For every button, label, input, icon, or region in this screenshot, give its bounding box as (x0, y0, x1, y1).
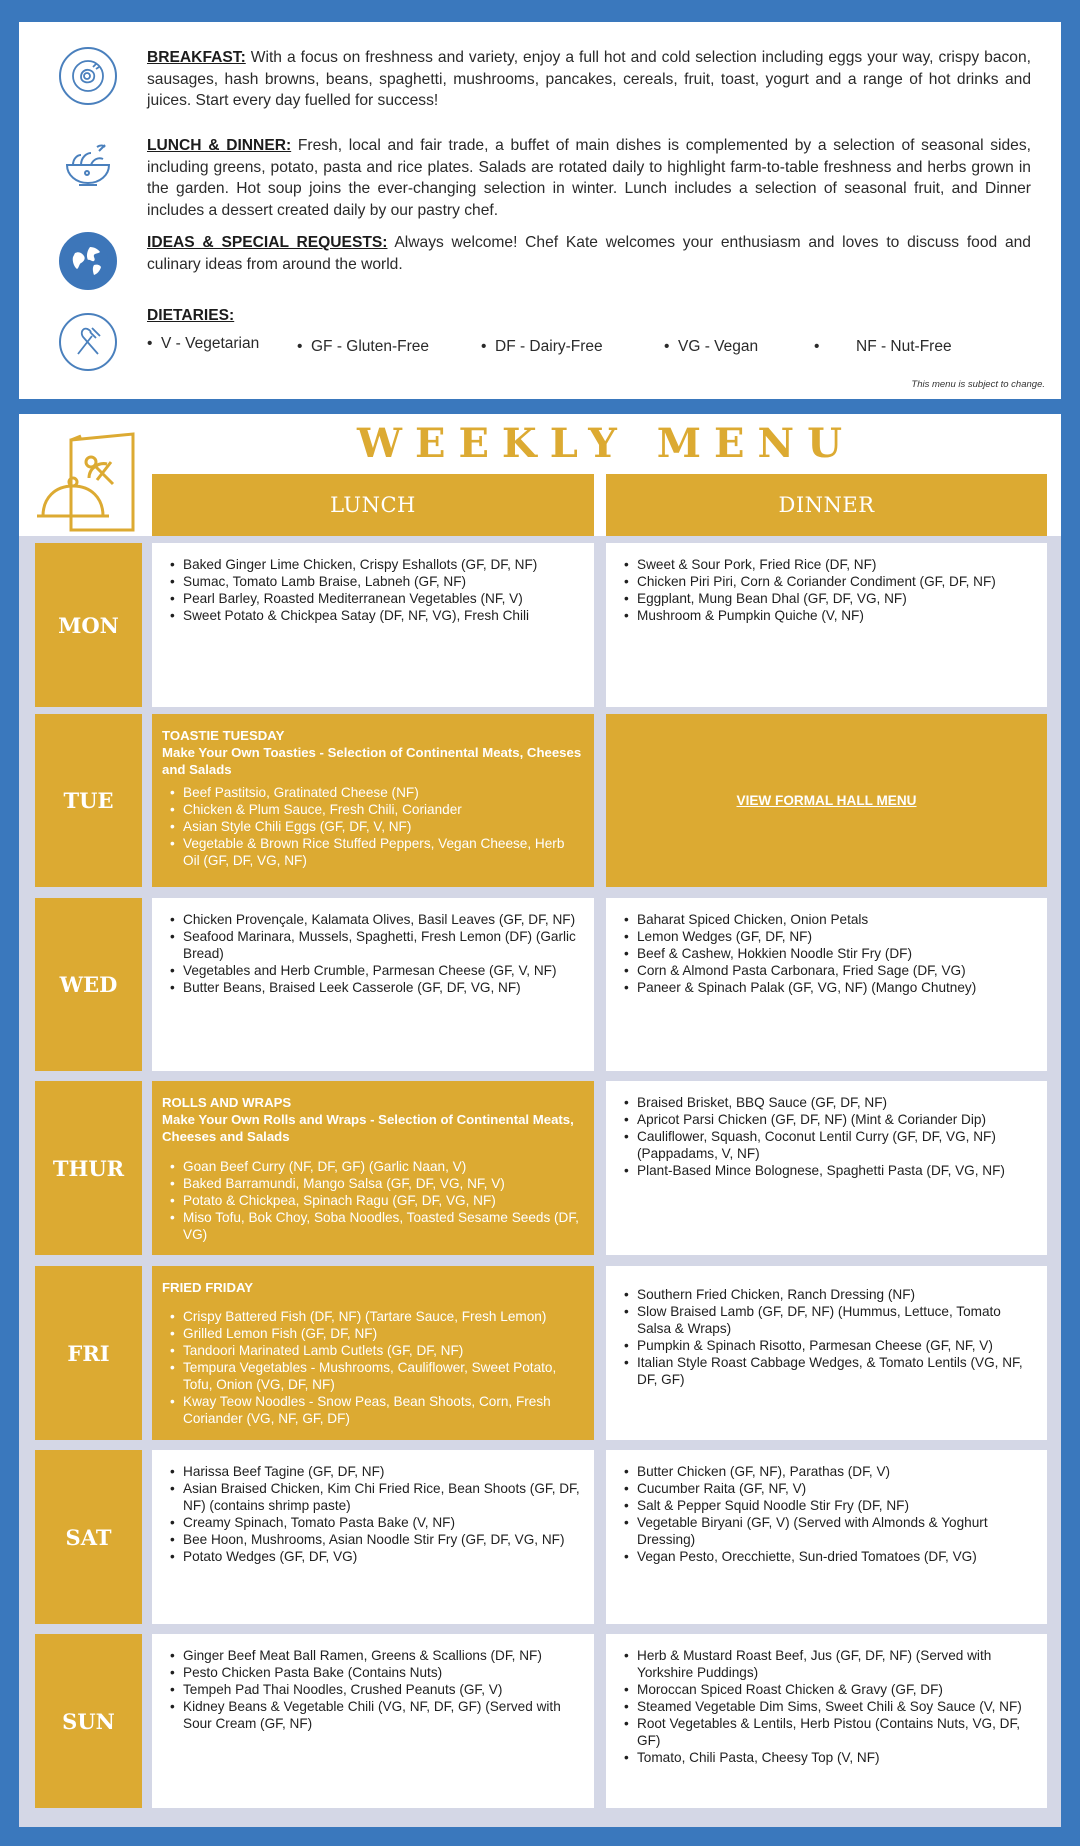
list-item: • Braised Brisket, BBQ Sauce (GF, DF, NF) (616, 1094, 1035, 1111)
lunch-column-header: LUNCH (152, 474, 594, 536)
list-item: • Salt & Pepper Squid Noodle Stir Fry (DF, NF) (616, 1497, 1035, 1514)
list-item: • Chicken & Plum Sauce, Fresh Chili, Coriander (162, 801, 582, 818)
list-item: • Southern Fried Chicken, Ranch Dressing (NF) (616, 1286, 1035, 1303)
list-item: • Tandoori Marinated Lamb Cutlets (GF, DF, NF) (162, 1342, 582, 1359)
list-item: • Sweet & Sour Pork, Fried Rice (DF, NF) (616, 556, 1035, 573)
toastie-tuesday-title: TOASTIE TUESDAY (162, 728, 285, 743)
menu-cloche-icon (31, 432, 143, 534)
rolls-and-wraps-title: ROLLS AND WRAPS (162, 1095, 292, 1110)
day-label-thur: THUR (35, 1081, 142, 1255)
dinner-column-header: DINNER (606, 474, 1047, 536)
cutlery-icon (59, 313, 117, 371)
cell-mon-dinner (606, 543, 1047, 707)
list-item: • Slow Braised Lamb (GF, DF, NF) (Hummus, Lettuce, Tomato Salsa & Wraps) (616, 1303, 1035, 1337)
list-item: • Pumpkin & Spinach Risotto, Parmesan Cheese (GF, NF, V) (616, 1337, 1035, 1354)
list-item: • Kidney Beans & Vegetable Chili (VG, NF, DF, GF) (Served with Sour Cream (GF, NF) (162, 1698, 582, 1732)
list-item: • Sumac, Tomato Lamb Braise, Labneh (GF, NF) (162, 573, 582, 590)
list-item: • Potato Wedges (GF, DF, VG) (162, 1548, 582, 1565)
dietaries-section (59, 307, 1031, 371)
list-item: • Butter Chicken (GF, NF), Parathas (DF, V) (616, 1463, 1035, 1480)
ideas-text: Always welcome! Chef Kate welcomes your enthusiasm and loves to discuss food and culinary ideas from around the world. (147, 234, 1031, 273)
breakfast-section (59, 47, 1031, 112)
cell-sun-lunch (152, 1634, 594, 1808)
cell-thur-dinner (606, 1081, 1047, 1255)
cell-fri-dinner (606, 1266, 1047, 1440)
day-label-tue: TUE (35, 714, 142, 887)
day-label-fri: FRI (35, 1266, 142, 1440)
lunch-dinner-section (59, 135, 1031, 221)
list-item: • Vegan Pesto, Orecchiette, Sun-dried Tomatoes (DF, VG) (616, 1548, 1035, 1565)
breakfast-plate-icon (59, 47, 117, 105)
list-item: • Herb & Mustard Roast Beef, Jus (GF, DF, NF) (Served with Yorkshire Puddings) (616, 1647, 1035, 1681)
globe-icon (59, 232, 117, 290)
list-item: • Asian Braised Chicken, Kim Chi Fried Rice, Bean Shoots (GF, DF, NF) (contains shrimp paste) (162, 1480, 582, 1514)
list-item: • Cucumber Raita (GF, NF, V) (616, 1480, 1035, 1497)
list-item: • Tomato, Chili Pasta, Cheesy Top (V, NF) (616, 1749, 1035, 1766)
list-item: • Eggplant, Mung Bean Dhal (GF, DF, VG, NF) (616, 590, 1035, 607)
weekly-menu-panel (19, 414, 1061, 1827)
lunch-dinner-text: Fresh, local and fair trade, a buffet of main dishes is complemented by a selection of seasonal sides, including greens, potato, pasta and rice plates. Salads are rotated daily to highlight farm-to-table freshness and herbs grown in the garden. Hot soup joins the ever-changing selection in winter. Lunch includes a selection of seasonal fruit, and Dinner includes a dessert created daily by our pastry chef. (147, 137, 1031, 219)
list-item: • Bee Hoon, Mushrooms, Asian Noodle Stir Fry (GF, DF, VG, NF) (162, 1531, 582, 1548)
dietaries-heading: DIETARIES: (147, 307, 235, 324)
list-item: • Ginger Beef Meat Ball Ramen, Greens & Scallions (DF, NF) (162, 1647, 582, 1664)
list-item: • Beef & Cashew, Hokkien Noodle Stir Fry (DF) (616, 945, 1035, 962)
weekly-menu-title: WEEKLY MENU (357, 420, 855, 467)
cell-sat-lunch (152, 1450, 594, 1624)
list-item: • Asian Style Chili Eggs (GF, DF, V, NF) (162, 818, 582, 835)
salad-bowl-icon (59, 135, 117, 193)
breakfast-heading: BREAKFAST: (147, 49, 246, 66)
cell-fri-lunch (152, 1266, 594, 1440)
list-item: • Tempura Vegetables - Mushrooms, Cauliflower, Sweet Potato, Tofu, Onion (VG, DF, NF) (162, 1359, 582, 1393)
diet-item-gluten-free: • GF - Gluten-Free (297, 338, 481, 356)
cell-sat-dinner (606, 1450, 1047, 1624)
day-label-mon: MON (35, 543, 142, 707)
list-item: • Chicken Provençale, Kalamata Olives, Basil Leaves (GF, DF, NF) (162, 911, 582, 928)
cell-thur-lunch (152, 1081, 594, 1255)
day-label-sun: SUN (35, 1634, 142, 1808)
list-item: • Tempeh Pad Thai Noodles, Crushed Peanuts (GF, V) (162, 1681, 582, 1698)
list-item: • Baharat Spiced Chicken, Onion Petals (616, 911, 1035, 928)
ideas-section (59, 232, 1031, 290)
diet-item-nut-free: • NF - Nut-Free (814, 338, 964, 356)
list-item: • Root Vegetables & Lentils, Herb Pistou (Contains Nuts, VG, DF, GF) (616, 1715, 1035, 1749)
toastie-tuesday-subtitle: Make Your Own Toasties - Selection of Continental Meats, Cheeses and Salads (162, 745, 582, 777)
list-item: • Creamy Spinach, Tomato Pasta Bake (V, NF) (162, 1514, 582, 1531)
list-item: • Butter Beans, Braised Leek Casserole (GF, DF, VG, NF) (162, 979, 582, 996)
fried-friday-title: FRIED FRIDAY (162, 1280, 254, 1295)
list-item: • Sweet Potato & Chickpea Satay (DF, NF, VG), Fresh Chili (162, 607, 582, 624)
rolls-and-wraps-subtitle: Make Your Own Rolls and Wraps - Selection of Continental Meats, Cheeses and Salads (162, 1112, 574, 1144)
list-item: • Paneer & Spinach Palak (GF, VG, NF) (Mango Chutney) (616, 979, 1035, 996)
list-item: • Baked Barramundi, Mango Salsa (GF, DF, VG, NF, V) (162, 1175, 582, 1192)
info-panel (19, 22, 1061, 399)
day-label-sat: SAT (35, 1450, 142, 1624)
diet-item-vegan: • VG - Vegan (664, 338, 814, 356)
menu-change-note: This menu is subject to change. (911, 379, 1045, 390)
list-item: • Pesto Chicken Pasta Bake (Contains Nuts) (162, 1664, 582, 1681)
list-item: • Vegetable Biryani (GF, V) (Served with Almonds & Yoghurt Dressing) (616, 1514, 1035, 1548)
cell-tue-lunch (152, 714, 594, 887)
list-item: • Potato & Chickpea, Spinach Ragu (GF, DF, VG, NF) (162, 1192, 582, 1209)
list-item: • Chicken Piri Piri, Corn & Coriander Condiment (GF, DF, NF) (616, 573, 1035, 590)
list-item: • Plant-Based Mince Bolognese, Spaghetti Pasta (DF, VG, NF) (616, 1162, 1035, 1179)
diet-item-vegetarian: • V - Vegetarian (147, 335, 297, 356)
list-item: • Pearl Barley, Roasted Mediterranean Vegetables (NF, V) (162, 590, 582, 607)
lunch-dinner-heading: LUNCH & DINNER: (147, 137, 292, 154)
list-item: • Harissa Beef Tagine (GF, DF, NF) (162, 1463, 582, 1480)
day-label-wed: WED (35, 898, 142, 1071)
formal-hall-menu-link[interactable]: VIEW FORMAL HALL MENU (736, 793, 917, 808)
list-item: • Steamed Vegetable Dim Sims, Sweet Chili & Soy Sauce (V, NF) (616, 1698, 1035, 1715)
list-item: • Beef Pastitsio, Gratinated Cheese (NF) (162, 784, 582, 801)
dietaries-list (147, 335, 1031, 356)
diet-item-dairy-free: • DF - Dairy-Free (481, 338, 664, 356)
list-item: • Goan Beef Curry (NF, DF, GF) (Garlic Naan, V) (162, 1158, 582, 1175)
cell-sun-dinner (606, 1634, 1047, 1808)
cell-wed-dinner (606, 898, 1047, 1071)
list-item: • Miso Tofu, Bok Choy, Soba Noodles, Toasted Sesame Seeds (DF, VG) (162, 1209, 582, 1243)
list-item: • Lemon Wedges (GF, DF, NF) (616, 928, 1035, 945)
list-item: • Italian Style Roast Cabbage Wedges, & Tomato Lentils (VG, NF, DF, GF) (616, 1354, 1035, 1388)
breakfast-text: With a focus on freshness and variety, enjoy a full hot and cold selection including eggs your way, crispy bacon, sausages, hash browns, beans, spaghetti, mushrooms, pancakes, cereals, fruit, toast, yogurt and a range of hot drinks and juices. Start every day fuelled for success! (147, 49, 1031, 109)
list-item: • Apricot Parsi Chicken (GF, DF, NF) (Mint & Coriander Dip) (616, 1111, 1035, 1128)
list-item: • Vegetables and Herb Crumble, Parmesan Cheese (GF, V, NF) (162, 962, 582, 979)
list-item: • Vegetable & Brown Rice Stuffed Peppers, Vegan Cheese, Herb Oil (GF, DF, VG, NF) (162, 835, 582, 869)
cell-mon-lunch (152, 543, 594, 707)
cell-tue-dinner (606, 714, 1047, 887)
list-item: • Grilled Lemon Fish (GF, DF, NF) (162, 1325, 582, 1342)
list-item: • Crispy Battered Fish (DF, NF) (Tartare Sauce, Fresh Lemon) (162, 1308, 582, 1325)
list-item: • Baked Ginger Lime Chicken, Crispy Eshallots (GF, DF, NF) (162, 556, 582, 573)
list-item: • Corn & Almond Pasta Carbonara, Fried Sage (DF, VG) (616, 962, 1035, 979)
list-item: • Moroccan Spiced Roast Chicken & Gravy (GF, DF) (616, 1681, 1035, 1698)
list-item: • Seafood Marinara, Mussels, Spaghetti, Fresh Lemon (DF) (Garlic Bread) (162, 928, 582, 962)
ideas-heading: IDEAS & SPECIAL REQUESTS: (147, 234, 388, 251)
list-item: • Mushroom & Pumpkin Quiche (V, NF) (616, 607, 1035, 624)
list-item: • Kway Teow Noodles - Snow Peas, Bean Shoots, Corn, Fresh Coriander (VG, NF, GF, DF) (162, 1393, 582, 1427)
cell-wed-lunch (152, 898, 594, 1071)
list-item: • Cauliflower, Squash, Coconut Lentil Curry (GF, DF, VG, NF) (Pappadams, V, NF) (616, 1128, 1035, 1162)
